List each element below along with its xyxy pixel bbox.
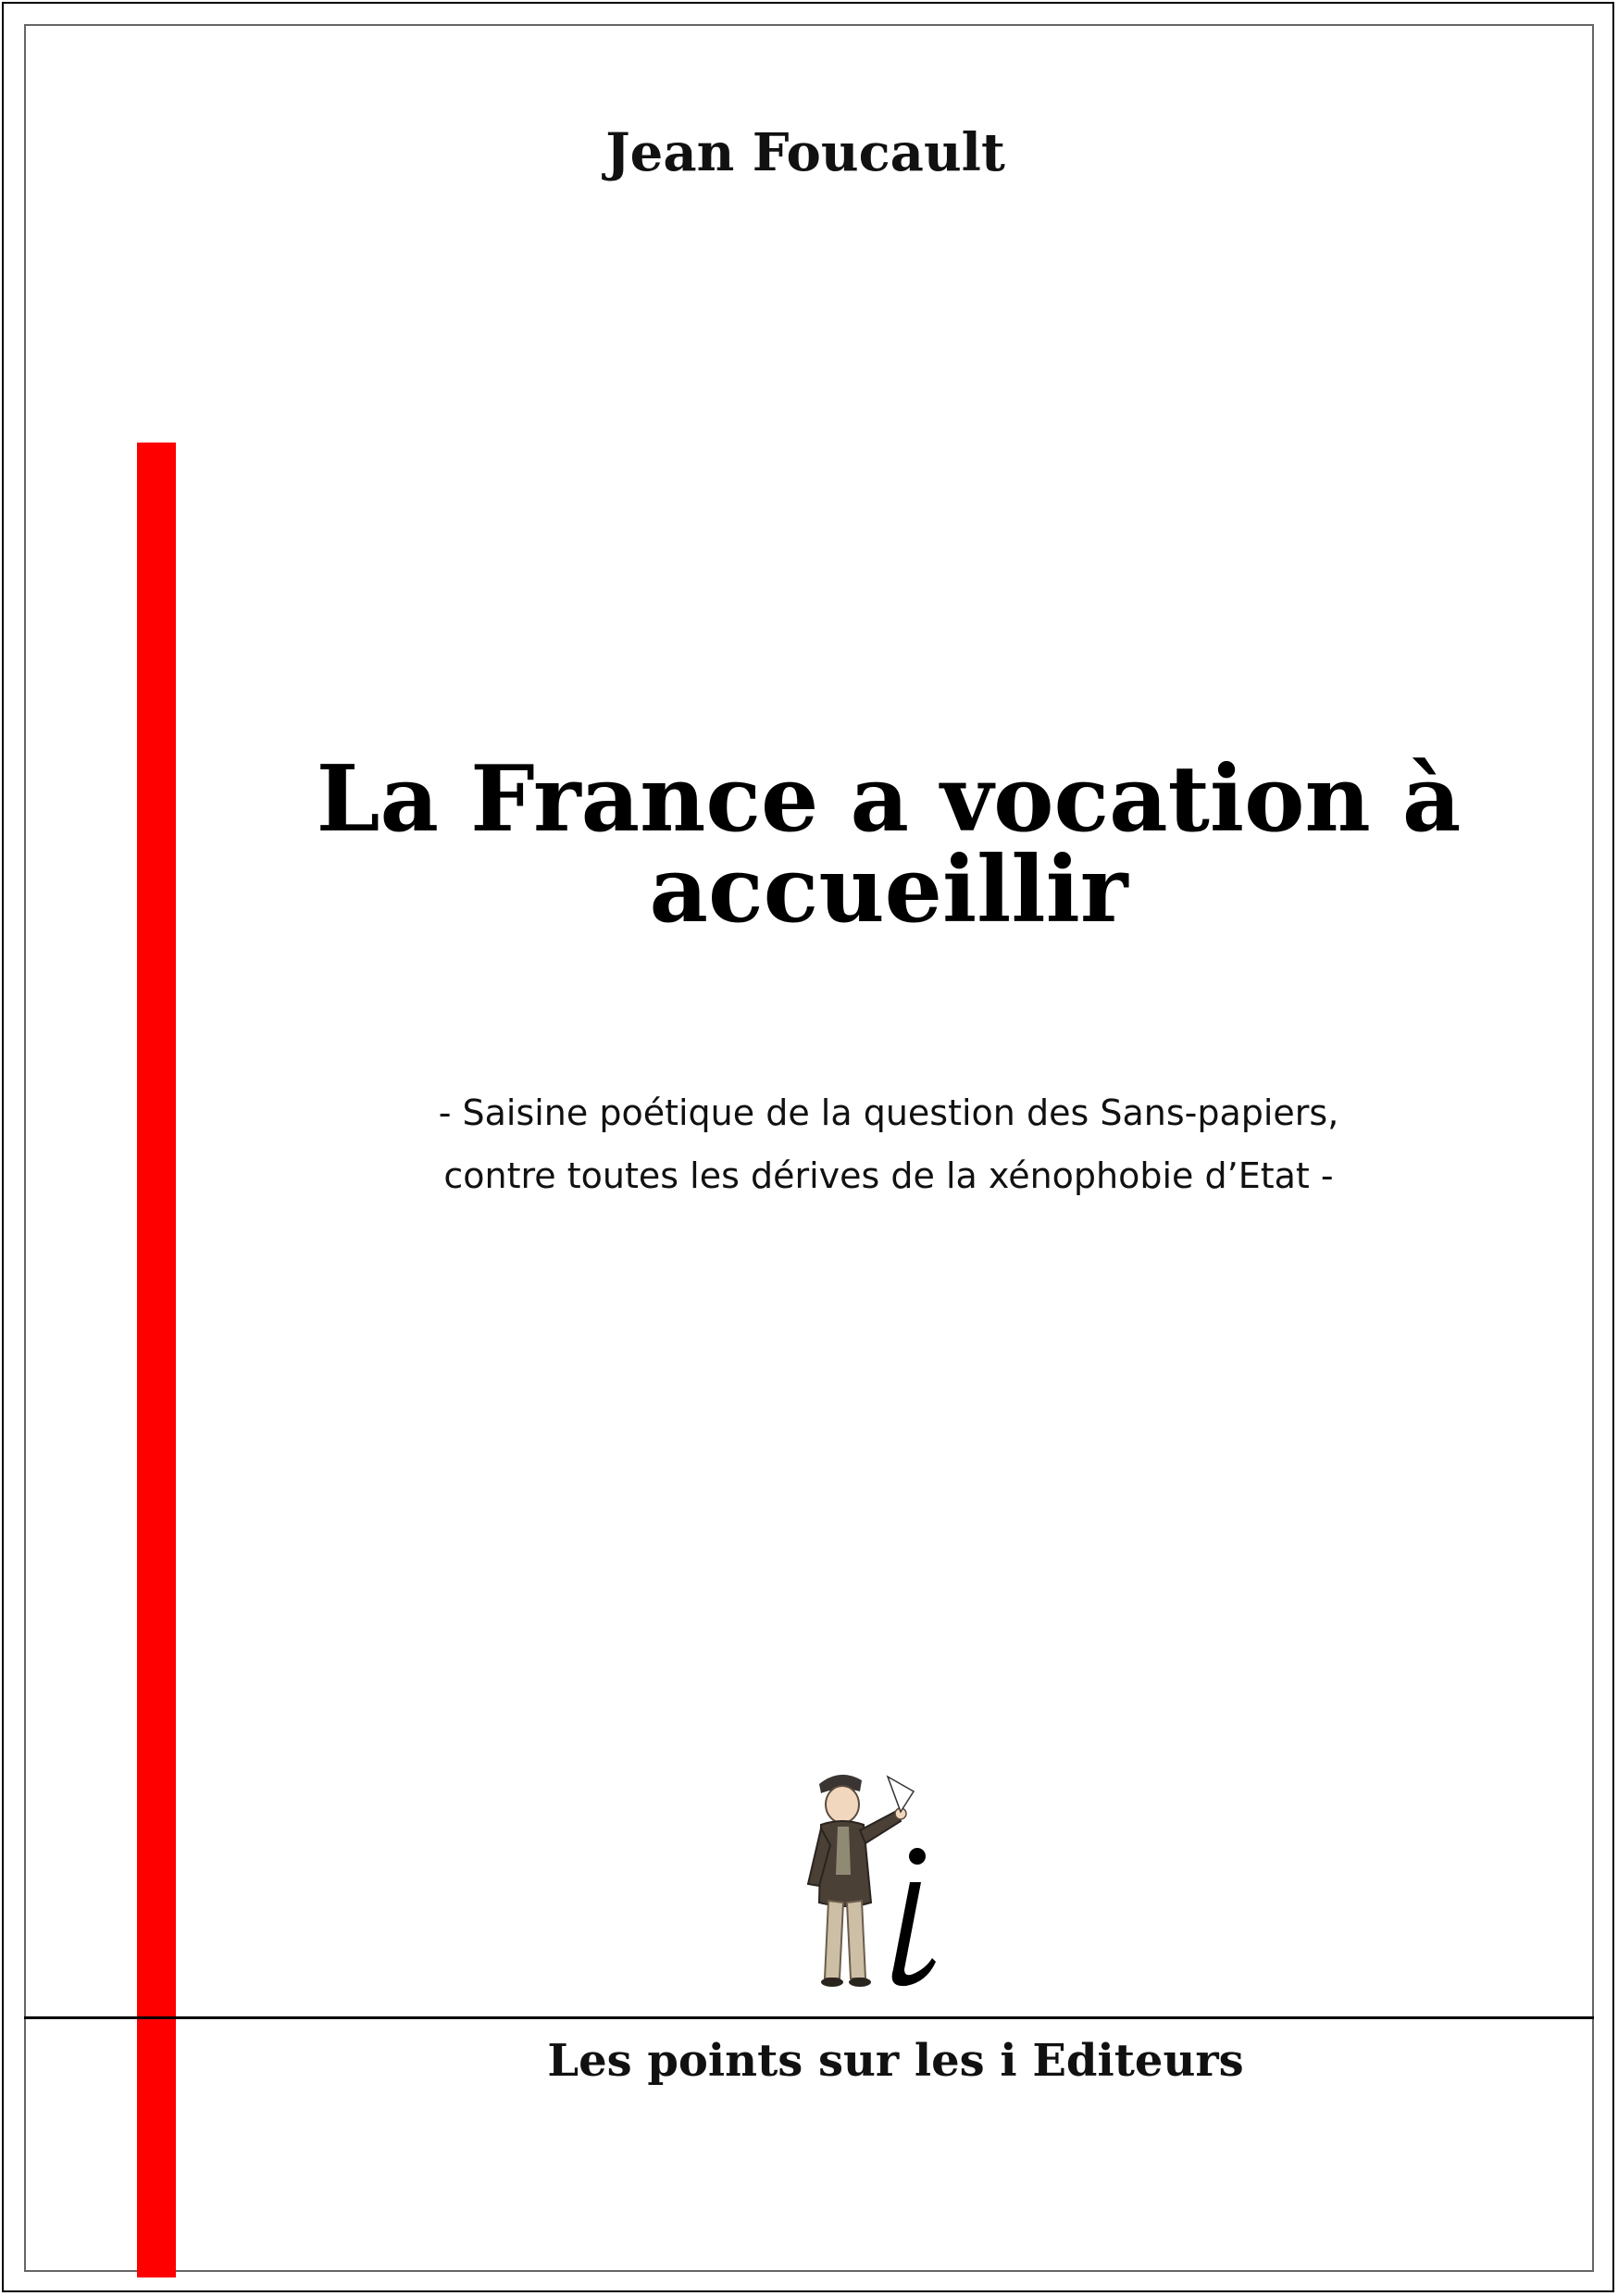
subtitle-line-1: - Saisine poétique de la question des Sans-papiers, <box>438 1092 1339 1133</box>
author-name: Jean Foucault <box>605 122 1005 183</box>
footer-rule <box>24 2016 1594 2019</box>
book-subtitle <box>278 1081 1500 1207</box>
book-title-line-1: La France a vocation à <box>316 746 1462 853</box>
book-title-line-2: accueillir <box>649 837 1128 943</box>
subtitle-line-2: contre toutes les dérives de la xénophobie d’Etat - <box>443 1155 1334 1196</box>
book-title <box>305 746 1472 943</box>
publisher-logo-icon <box>791 1764 977 1995</box>
publisher-name: Les points sur les i Editeurs <box>547 2035 1244 2087</box>
red-accent-bar <box>137 443 176 2277</box>
